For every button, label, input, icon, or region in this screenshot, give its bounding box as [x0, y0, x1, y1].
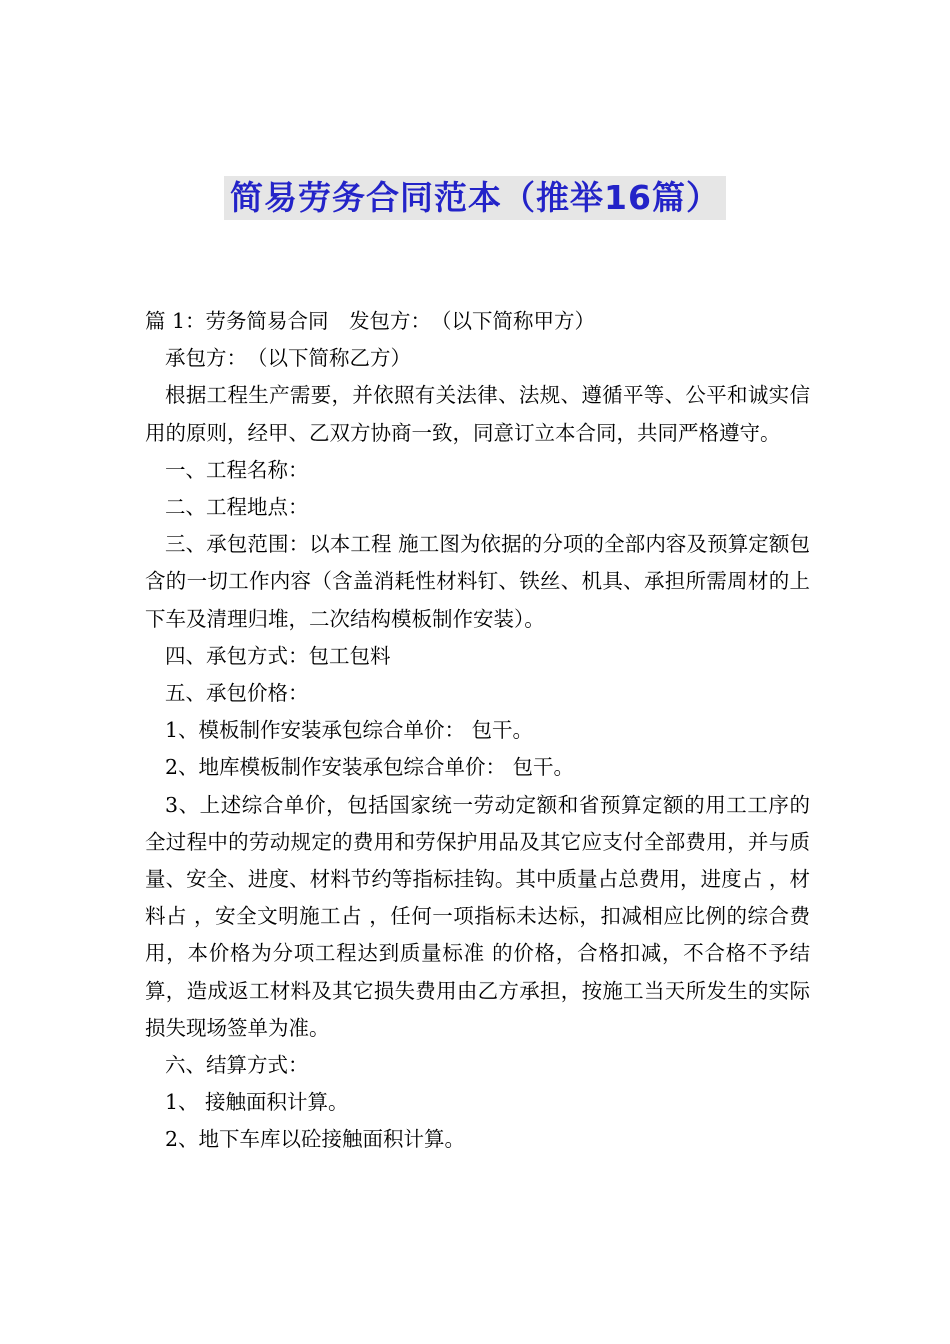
- document-title: 简易劳务合同范本（推举16篇）: [224, 176, 726, 220]
- paragraph: 1、 接触面积计算。: [165, 1090, 349, 1115]
- paragraph: 篇 1：劳务简易合同 发包方： （以下简称甲方）: [145, 309, 596, 333]
- document-body: [145, 303, 810, 1159]
- paragraph: 2、地库模板制作安装承包综合单价： 包干。: [165, 755, 575, 780]
- paragraph: 一、工程名称：: [165, 457, 309, 482]
- paragraph: 2、地下车库以砼接触面积计算。: [165, 1127, 466, 1152]
- paragraph: 承包方： （以下简称乙方）: [165, 346, 411, 371]
- paragraph: 1、模板制作安装承包综合单价： 包干。: [165, 718, 534, 743]
- paragraph: 3、上述综合单价，包括国家统一劳动定额和省预算定额的用工工序的全过程中的劳动规定的费用和劳保护用品及其它应支付全部费用，并与质量、安全、进度、材料节约等指标挂钩。其中质量占总费用，进度占 ，材料占 ，安全文明施工占 ，任何一项指标未达标，扣减相应比例的综合费用，本价格为分项工程达到质量标准 的价格，合格扣减，不合格不予结算，造成返工材料及其它损失费用由乙方承担，按施工当天所发生的实际损失现场签单为准。: [145, 792, 810, 1040]
- paragraph: 二、工程地点：: [165, 495, 309, 520]
- paragraph: 五、承包价格：: [165, 681, 309, 706]
- paragraph: 四、承包方式：包工包料: [165, 643, 391, 668]
- title-container: [0, 176, 950, 220]
- paragraph: 六、结算方式：: [165, 1053, 309, 1078]
- paragraph: 根据工程生产需要，并依照有关法律、法规、遵循平等、公平和诚实信用的原则，经甲、乙双方协商一致，同意订立本合同，共同严格遵守。: [145, 383, 810, 445]
- paragraph: 三、承包范围：以本工程 施工图为依据的分项的全部内容及预算定额包含的一切工作内容（含盖消耗性材料钉、铁丝、机具、承担所需周材的上下车及清理归堆，二次结构模板制作安装）。: [145, 532, 810, 631]
